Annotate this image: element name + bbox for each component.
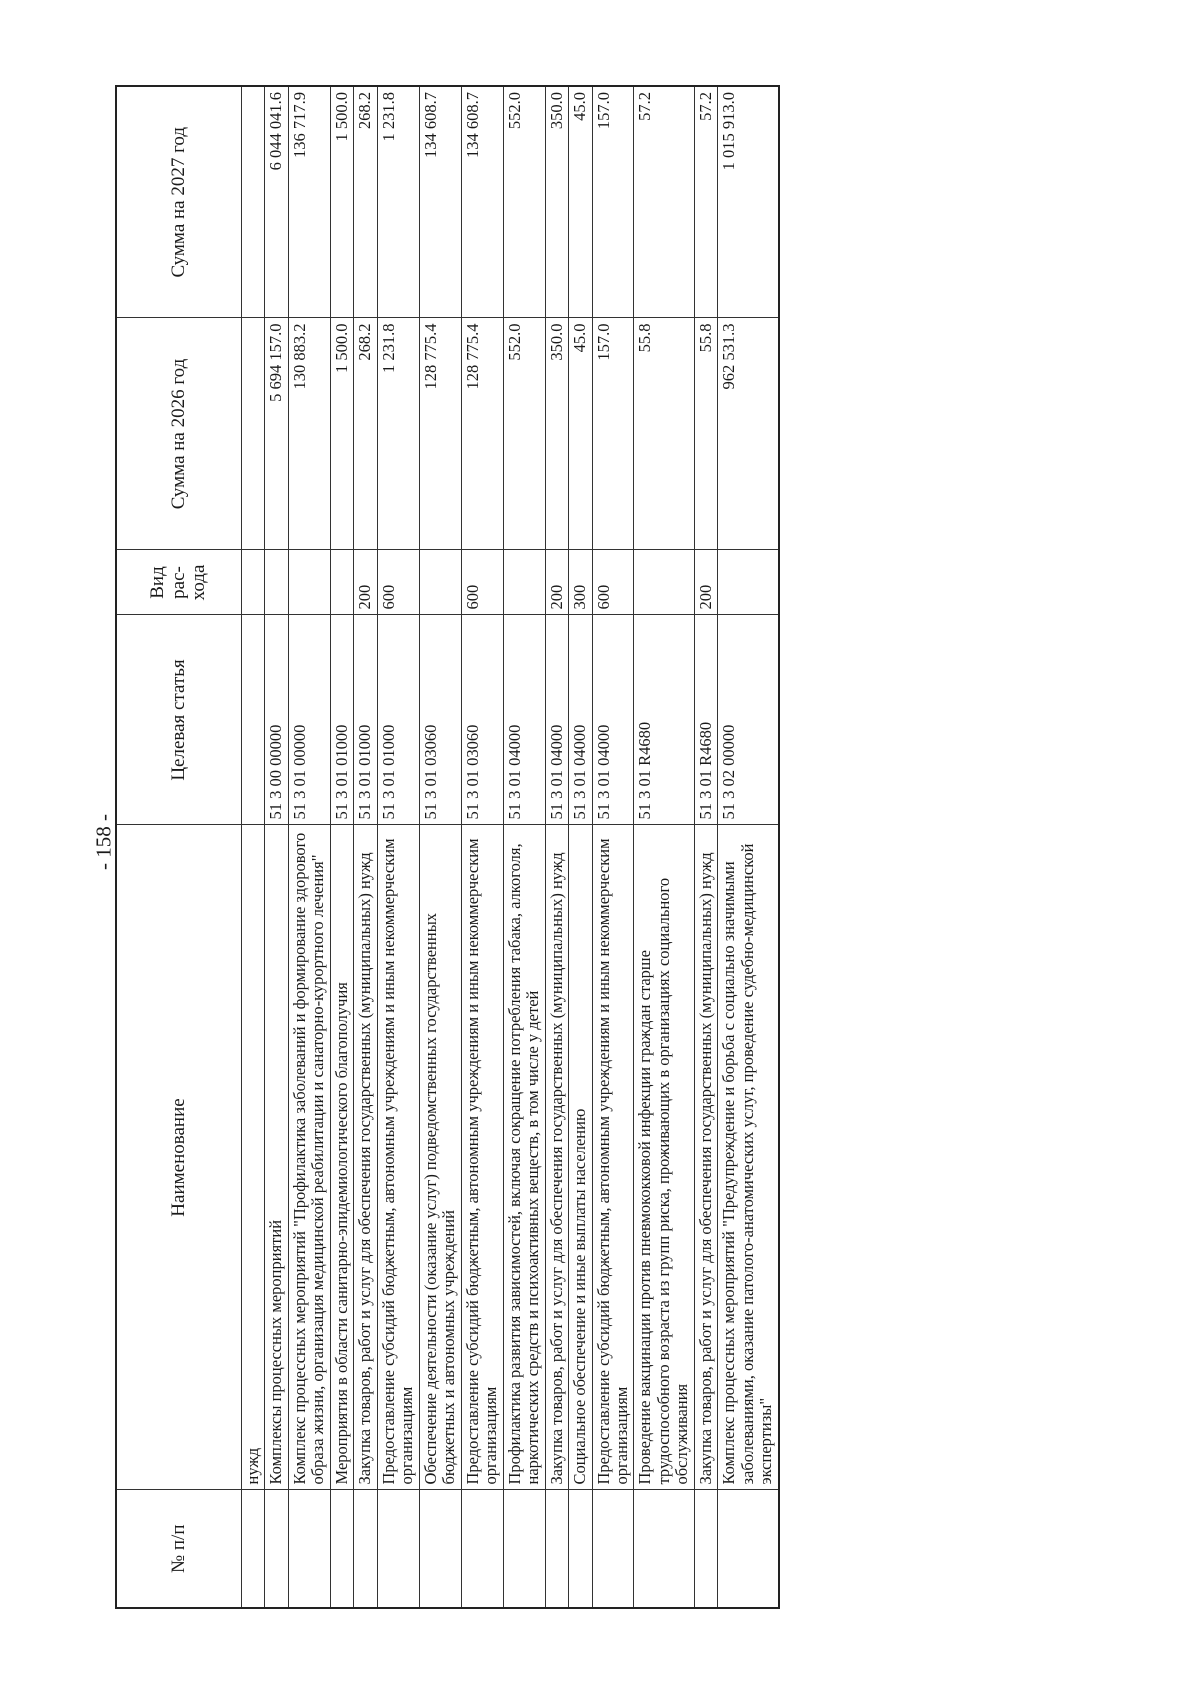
cell-article: 51 3 01 04000 — [545, 615, 568, 825]
cell-sum-2027: 350.0 — [545, 86, 568, 318]
cell-article: 51 3 01 03060 — [461, 615, 503, 825]
cell-sum-2027: 1 015 913.0 — [718, 86, 779, 318]
cell-article: 51 3 01 04000 — [503, 615, 545, 825]
cell-sum-2026: 350.0 — [545, 318, 568, 550]
cell-name: Комплекс процессных мероприятий "Предупреждение и борьба с социально значимыми заболеваниями, оказание патолого-анатомических услуг, проведение судебно-медицинской экспертизы" — [718, 825, 779, 1490]
cell-article: 51 3 01 01000 — [377, 615, 419, 825]
cell-num — [545, 1490, 568, 1608]
cell-num — [288, 1490, 330, 1608]
cell-kind: 200 — [694, 550, 717, 615]
cell-article — [242, 615, 265, 825]
cell-name: Проведение вакцинации против пневмококковой инфекции граждан старше трудоспособного возраста из групп риска, проживающих в организациях социального обслуживания — [634, 825, 694, 1490]
cell-num — [718, 1490, 779, 1608]
cell-article: 51 3 01 R4680 — [634, 615, 694, 825]
cell-article: 51 3 01 01000 — [330, 615, 353, 825]
cell-sum-2027: 134 608.7 — [461, 86, 503, 318]
table-body — [242, 86, 779, 1608]
cell-num — [503, 1490, 545, 1608]
table-row — [634, 86, 694, 1608]
table-row — [288, 86, 330, 1608]
header-sum-2026: Сумма на 2026 год — [116, 318, 242, 550]
cell-sum-2026: 128 775.4 — [419, 318, 461, 550]
cell-sum-2026: 1 231.8 — [377, 318, 419, 550]
cell-name: Мероприятия в области санитарно-эпидемиологического благополучия — [330, 825, 353, 1490]
cell-name: Обеспечение деятельности (оказание услуг) подведомственных государственных бюджетных и автономных учреждений — [419, 825, 461, 1490]
cell-kind — [242, 550, 265, 615]
cell-sum-2026: 55.8 — [694, 318, 717, 550]
cell-name: Предоставление субсидий бюджетным, автономным учреждениям и иным некоммерческим организациям — [461, 825, 503, 1490]
cell-name: Комплекс процессных мероприятий "Профилактика заболеваний и формирование здорового образа жизни, организация медицинской реабилитации и санаторно-курортного лечения" — [288, 825, 330, 1490]
cell-kind — [419, 550, 461, 615]
cell-sum-2026: 128 775.4 — [461, 318, 503, 550]
cell-article: 51 3 01 04000 — [592, 615, 634, 825]
cell-sum-2027: 268.2 — [354, 86, 377, 318]
table-row — [569, 86, 592, 1608]
cell-num — [461, 1490, 503, 1608]
budget-table-sheet — [115, 87, 1065, 1609]
cell-num — [634, 1490, 694, 1608]
cell-sum-2027: 134 608.7 — [419, 86, 461, 318]
cell-name: Предоставление субсидий бюджетным, автономным учреждениям и иным некоммерческим организациям — [377, 825, 419, 1490]
budget-table — [115, 85, 780, 1609]
cell-sum-2027: 6 044 041.6 — [265, 86, 288, 318]
table-row — [592, 86, 634, 1608]
table-row — [265, 86, 288, 1608]
cell-sum-2027: 1 500.0 — [330, 86, 353, 318]
cell-kind — [718, 550, 779, 615]
cell-kind: 600 — [461, 550, 503, 615]
cell-name: Профилактика развития зависимостей, включая сокращение потребления табака, алкоголя, наркотических средств и психоактивных веществ, в том числе у детей — [503, 825, 545, 1490]
cell-kind — [288, 550, 330, 615]
cell-kind — [503, 550, 545, 615]
page-number: - 158 - — [91, 814, 116, 870]
cell-name: Закупка товаров, работ и услуг для обеспечения государственных (муниципальных) нужд — [694, 825, 717, 1490]
cell-sum-2026: 55.8 — [634, 318, 694, 550]
cell-name: Предоставление субсидий бюджетным, автономным учреждениям и иным некоммерческим организациям — [592, 825, 634, 1490]
cell-num — [377, 1490, 419, 1608]
table-row — [461, 86, 503, 1608]
cell-sum-2027: 552.0 — [503, 86, 545, 318]
cell-num — [330, 1490, 353, 1608]
cell-sum-2027 — [242, 86, 265, 318]
cell-sum-2026: 268.2 — [354, 318, 377, 550]
cell-article: 51 3 01 04000 — [569, 615, 592, 825]
cell-article: 51 3 00 00000 — [265, 615, 288, 825]
header-article: Целевая статья — [116, 615, 242, 825]
cell-kind — [634, 550, 694, 615]
cell-sum-2026: 45.0 — [569, 318, 592, 550]
table-row — [330, 86, 353, 1608]
cell-kind: 300 — [569, 550, 592, 615]
cell-name: Закупка товаров, работ и услуг для обеспечения государственных (муниципальных) нужд — [354, 825, 377, 1490]
cell-kind: 200 — [545, 550, 568, 615]
cell-article: 51 3 01 01000 — [354, 615, 377, 825]
table-row — [354, 86, 377, 1608]
cell-kind — [330, 550, 353, 615]
cell-sum-2026 — [242, 318, 265, 550]
cell-kind: 600 — [377, 550, 419, 615]
cell-kind: 200 — [354, 550, 377, 615]
cell-sum-2027: 157.0 — [592, 86, 634, 318]
cell-sum-2026: 1 500.0 — [330, 318, 353, 550]
cell-sum-2027: 57.2 — [634, 86, 694, 318]
header-name: Наименование — [116, 825, 242, 1490]
table-row — [377, 86, 419, 1608]
table-row — [242, 86, 265, 1608]
cell-sum-2026: 157.0 — [592, 318, 634, 550]
cell-sum-2026: 130 883.2 — [288, 318, 330, 550]
cell-sum-2027: 1 231.8 — [377, 86, 419, 318]
table-header-row — [116, 86, 242, 1608]
table-row — [718, 86, 779, 1608]
header-num: № п/п — [116, 1490, 242, 1608]
cell-num — [242, 1490, 265, 1608]
cell-name: Социальное обеспечение и иные выплаты населению — [569, 825, 592, 1490]
cell-num — [569, 1490, 592, 1608]
cell-kind — [265, 550, 288, 615]
cell-sum-2027: 57.2 — [694, 86, 717, 318]
header-kind: Вид рас-хода — [116, 550, 242, 615]
table-row — [694, 86, 717, 1608]
cell-num — [592, 1490, 634, 1608]
cell-sum-2026: 552.0 — [503, 318, 545, 550]
cell-sum-2027: 45.0 — [569, 86, 592, 318]
table-row — [503, 86, 545, 1608]
table-row — [545, 86, 568, 1608]
cell-article: 51 3 02 00000 — [718, 615, 779, 825]
cell-name: Закупка товаров, работ и услуг для обеспечения государственных (муниципальных) нужд — [545, 825, 568, 1490]
cell-num — [265, 1490, 288, 1608]
cell-name: Комплексы процессных мероприятий — [265, 825, 288, 1490]
header-sum-2027: Сумма на 2027 год — [116, 86, 242, 318]
cell-num — [694, 1490, 717, 1608]
cell-article: 51 3 01 00000 — [288, 615, 330, 825]
cell-article: 51 3 01 R4680 — [694, 615, 717, 825]
cell-sum-2027: 136 717.9 — [288, 86, 330, 318]
table-row — [419, 86, 461, 1608]
cell-sum-2026: 5 694 157.0 — [265, 318, 288, 550]
cell-name: нужд — [242, 825, 265, 1490]
cell-num — [354, 1490, 377, 1608]
cell-num — [419, 1490, 461, 1608]
cell-kind: 600 — [592, 550, 634, 615]
cell-article: 51 3 01 03060 — [419, 615, 461, 825]
cell-sum-2026: 962 531.3 — [718, 318, 779, 550]
